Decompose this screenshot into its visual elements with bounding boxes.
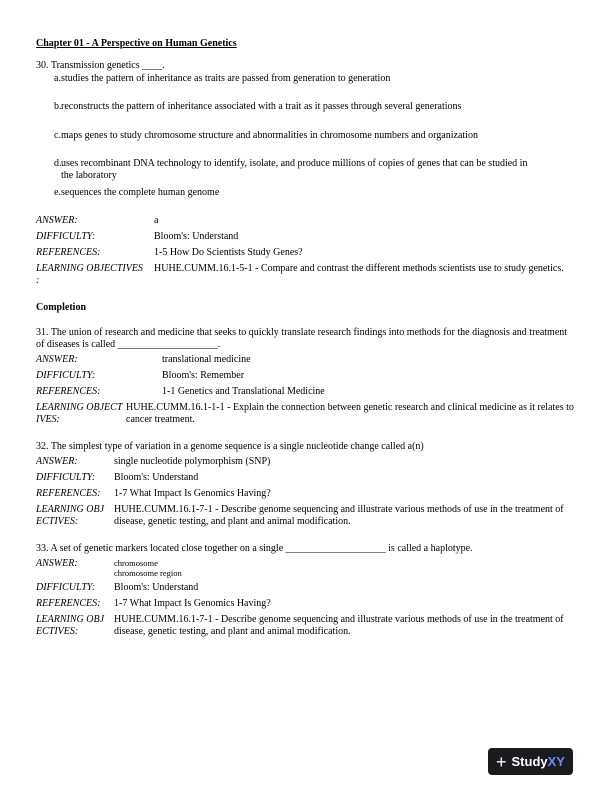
- references-label: REFERENCES:: [36, 488, 101, 499]
- answer-label: ANSWER:: [36, 354, 78, 365]
- difficulty-label: DIFFICULTY:: [36, 370, 96, 381]
- learning-objectives-label: LEARNING OBJ ECTIVES:: [36, 614, 105, 637]
- references-value: 1-5 How Do Scientists Study Genes?: [154, 247, 303, 258]
- references-value: 1-7 What Impact Is Genomics Having?: [114, 598, 271, 609]
- difficulty-value: Bloom's: Remember: [162, 370, 245, 381]
- plus-icon: +: [496, 751, 507, 772]
- answer-value: a: [154, 215, 159, 226]
- references-value: 1-7 What Impact Is Genomics Having?: [114, 488, 271, 499]
- learning-objectives-label: LEARNING OBJ ECTIVES:: [36, 504, 105, 527]
- answer-value: single nucleotide polymorphism (SNP): [114, 456, 271, 467]
- option-text: reconstructs the pattern of inheritance associated with a trait as it passes through several generations: [61, 101, 462, 112]
- difficulty-value: Bloom's: Understand: [114, 582, 199, 593]
- chapter-title: Chapter 01 - A Perspective on Human Genetics: [36, 38, 237, 49]
- question-31-stem: 31. The union of research and medicine that seeks to quickly translate research findings into methods for the diagnosis and treatment of diseases is called ____________________.: [36, 327, 568, 350]
- references-value: 1-1 Genetics and Translational Medicine: [162, 386, 325, 397]
- option-text: uses recombinant DNA technology to identify, isolate, and produce millions of copies of genes that can be studied in the laboratory: [61, 158, 528, 181]
- option-letter: d.: [54, 158, 62, 169]
- references-label: REFERENCES:: [36, 247, 101, 258]
- option-text: sequences the complete human genome: [61, 187, 220, 198]
- question-30-stem: 30. Transmission genetics ____.: [36, 60, 165, 71]
- question-33-stem: 33. A set of genetic markers located close together on a single ____________________ is called a haplotype.: [36, 543, 473, 554]
- option-letter: b.: [54, 101, 62, 112]
- learning-objectives-value: HUHE.CUMM.16.1-1-1 - Explain the connection between genetic research and clinical medicine as it relates to cancer treatment.: [126, 402, 574, 425]
- difficulty-value: Bloom's: Understand: [114, 472, 199, 483]
- difficulty-label: DIFFICULTY:: [36, 582, 96, 593]
- difficulty-label: DIFFICULTY:: [36, 472, 96, 483]
- learning-objectives-value: HUHE.CUMM.16.1-7-1 - Describe genome sequencing and illustrate various methods of use in the treatment of disease, genetic testing, and plant and animal modification.: [114, 614, 564, 637]
- learning-objectives-value: HUHE.CUMM.16.1-5-1 - Compare and contrast the different methods scientists use to study genetics.: [154, 263, 564, 274]
- answer-label: ANSWER:: [36, 558, 78, 569]
- studyxy-logo: [488, 748, 573, 775]
- learning-objectives-label: LEARNING OBJECTIVES :: [36, 263, 143, 286]
- answer-value: translational medicine: [162, 354, 251, 365]
- learning-objectives-label: LEARNING OBJECT IVES:: [36, 402, 123, 425]
- answer-label: ANSWER:: [36, 215, 78, 226]
- answer-value: chromosome chromosome region: [114, 558, 182, 578]
- option-letter: a.: [54, 73, 61, 84]
- learning-objectives-value: HUHE.CUMM.16.1-7-1 - Describe genome sequencing and illustrate various methods of use in the treatment of disease, genetic testing, and plant and animal modification.: [114, 504, 564, 527]
- references-label: REFERENCES:: [36, 598, 101, 609]
- section-title: Completion: [36, 302, 86, 313]
- difficulty-label: DIFFICULTY:: [36, 231, 96, 242]
- option-text: maps genes to study chromosome structure and abnormalities in chromosome numbers and organization: [61, 130, 478, 141]
- references-label: REFERENCES:: [36, 386, 101, 397]
- option-letter: c.: [54, 130, 61, 141]
- question-32-stem: 32. The simplest type of variation in a genome sequence is a single nucleotide change called a(n): [36, 441, 424, 452]
- option-letter: e.: [54, 187, 61, 198]
- difficulty-value: Bloom's: Understand: [154, 231, 239, 242]
- brand-name: StudyXY: [511, 753, 565, 769]
- answer-label: ANSWER:: [36, 456, 78, 467]
- option-text: studies the pattern of inheritance as traits are passed from generation to generation: [61, 73, 391, 84]
